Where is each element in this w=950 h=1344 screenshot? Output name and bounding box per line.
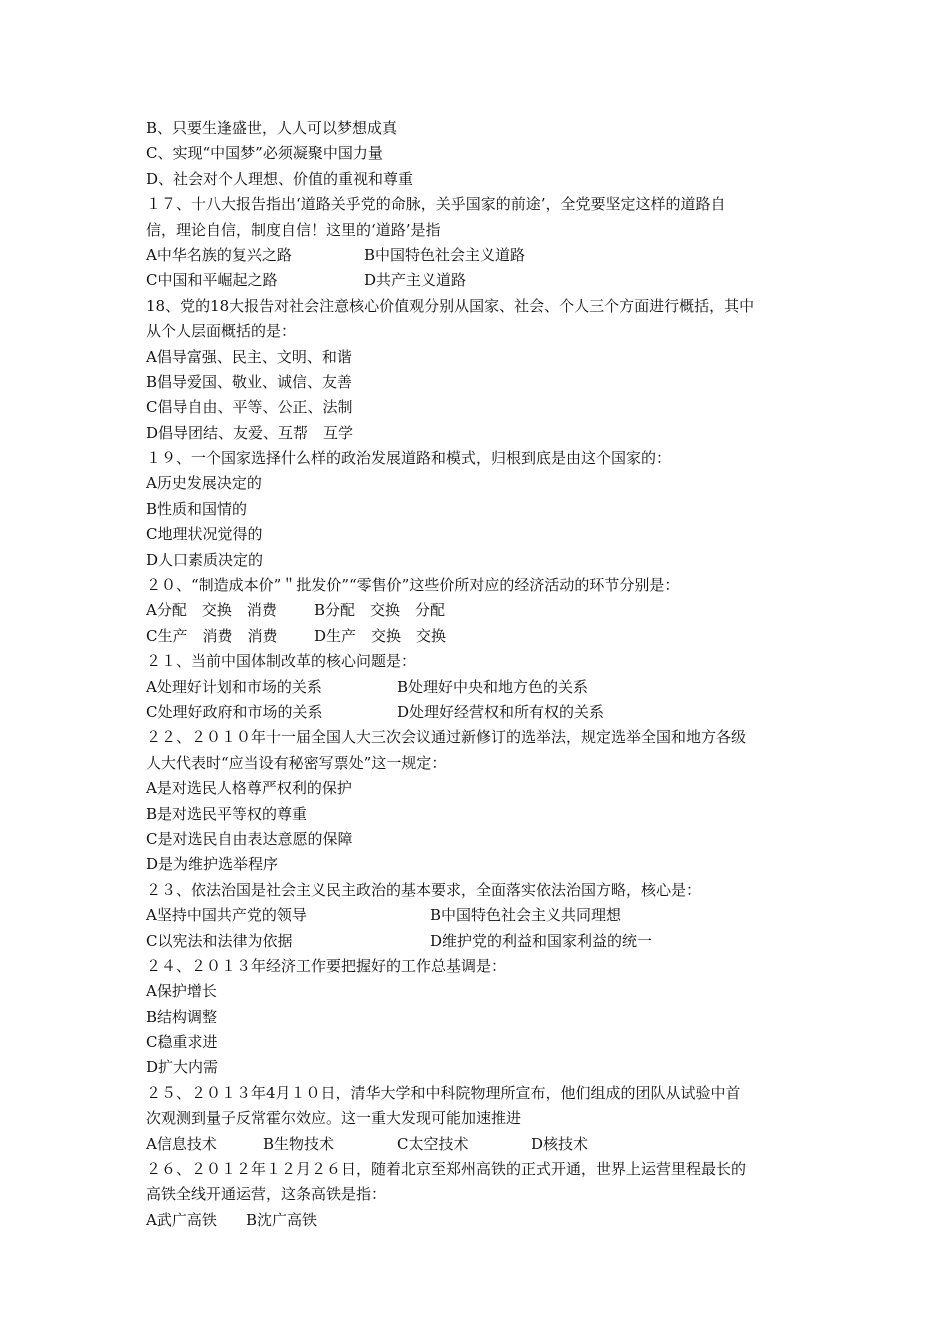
q21-option-a: A处理好计划和市场的关系 xyxy=(146,677,322,696)
q23-option-d: D维护党的利益和国家利益的统一 xyxy=(430,931,653,950)
q21-options-row-2 xyxy=(146,700,816,725)
document-body xyxy=(146,116,816,1233)
q22-option-d: D是为维护选举程序 xyxy=(146,855,279,874)
q26-stem-line-1: ２６、２０１２年１２月２６日，随着北京至郑州高铁的正式开通，世界上运营里程最长的 xyxy=(146,1160,747,1179)
q18-option-a: A倡导富强、民主、文明、和谐 xyxy=(146,347,352,366)
q24-option-d: D扩大内需 xyxy=(146,1058,219,1077)
q25-options-row xyxy=(146,1132,816,1157)
q22-option-a: A是对选民人格尊严权利的保护 xyxy=(146,779,352,798)
q20-option-b: B分配 交换 分配 xyxy=(314,601,446,620)
q21-options-row-1 xyxy=(146,675,816,700)
q23-option-b: B中国特色社会主义共同理想 xyxy=(430,906,622,925)
q22-stem-line-2: 人大代表时“应当设有秘密写票处”这一规定： xyxy=(146,753,447,772)
q18-option-d: D倡导团结、友爱、互帮 互学 xyxy=(146,423,354,442)
q16-option-d: D、社会对个人理想、价值的重视和尊重 xyxy=(146,169,414,188)
q26-options-row xyxy=(146,1208,816,1233)
q25-option-d: D核技术 xyxy=(531,1134,589,1153)
q24-stem: ２４、２０１３年经济工作要把握好的工作总基调是： xyxy=(146,956,507,975)
q25-option-b: B生物技术 xyxy=(263,1134,335,1153)
q17-option-a: A中华名族的复兴之路 xyxy=(146,245,292,264)
q21-option-c: C处理好政府和市场的关系 xyxy=(146,702,323,721)
q22-stem-line-1: ２２、２０１０年十一届全国人大三次会议通过新修订的选举法，规定选举全国和地方各级 xyxy=(146,728,747,747)
q23-options-row-2 xyxy=(146,929,816,954)
q18-option-c: C倡导自由、平等、公正、法制 xyxy=(146,398,353,417)
q17-stem-line-1: １７、十八大报告指出‘道路关乎党的命脉，关乎国家的前途’，全党要坚定这样的道路自 xyxy=(146,195,726,214)
q26-stem-line-2: 高铁全线开通运营，这条高铁是指： xyxy=(146,1185,387,1204)
q20-option-a: A分配 交换 消费 xyxy=(146,601,277,620)
q19-option-b: B性质和国情的 xyxy=(146,499,248,518)
q18-stem-line-1: 18、党的18大报告对社会注意核心价值观分别从国家、社会、个人三个方面进行概括，其中 xyxy=(146,296,755,315)
q19-option-d: D人口素质决定的 xyxy=(146,550,264,569)
q17-option-c: C中国和平崛起之路 xyxy=(146,271,278,290)
q25-option-c: C太空技术 xyxy=(397,1134,469,1153)
q17-options-row-2 xyxy=(146,268,816,293)
q24-option-c: C稳重求进 xyxy=(146,1033,218,1052)
q18-stem-line-2: 从个人层面概括的是： xyxy=(146,322,297,341)
q21-stem: ２１、当前中国体制改革的核心问题是： xyxy=(146,652,417,671)
q17-option-b: B中国特色社会主义道路 xyxy=(364,245,526,264)
q23-options-row-1 xyxy=(146,903,816,928)
q19-option-c: C地理状况觉得的 xyxy=(146,525,263,544)
q18-option-b: B倡导爱国、敬业、诚信、友善 xyxy=(146,372,353,391)
q25-stem-line-2: 次观测到量子反常霍尔效应。这一重大发现可能加速推进 xyxy=(146,1109,522,1128)
q19-option-a: A历史发展决定的 xyxy=(146,474,262,493)
q20-option-d: D生产 交换 交换 xyxy=(314,626,447,645)
q26-option-b: B沈广高铁 xyxy=(246,1210,318,1229)
q24-option-a: A保护增长 xyxy=(146,982,217,1001)
q17-option-d: D共产主义道路 xyxy=(364,271,467,290)
q21-option-d: D处理好经营权和所有权的关系 xyxy=(397,702,605,721)
q19-stem: １９、一个国家选择什么样的政治发展道路和模式，归根到底是由这个国家的： xyxy=(146,449,672,468)
q23-option-c: C以宪法和法律为依据 xyxy=(146,931,293,950)
q20-options-row-1 xyxy=(146,598,816,623)
q22-option-b: B是对选民平等权的尊重 xyxy=(146,804,308,823)
q25-stem-line-1: ２５、２０１３年4月１０日，清华大学和中科院物理所宣布，他们组成的团队从试验中首 xyxy=(146,1083,741,1102)
q25-option-a: A信息技术 xyxy=(146,1134,217,1153)
q20-stem: ２０、“制造成本价”＂批发价”“零售价”这些价所对应的经济活动的环节分别是： xyxy=(146,576,680,595)
q26-option-a: A武广高铁 xyxy=(146,1210,217,1229)
q16-option-b: B、只要生逢盛世，人人可以梦想成真 xyxy=(146,119,398,137)
q22-option-c: C是对选民自由表达意愿的保障 xyxy=(146,829,353,848)
q20-option-c: C生产 消费 消费 xyxy=(146,626,278,645)
q23-option-a: A坚持中国共产党的领导 xyxy=(146,906,307,925)
q17-stem-line-2: 信，理论自信，制度自信！这里的‘道路’是指 xyxy=(146,220,441,239)
q17-options-row-1 xyxy=(146,243,816,268)
q21-option-b: B处理好中央和地方色的关系 xyxy=(397,677,589,696)
q23-stem: ２３、依法治国是社会主义民主政治的基本要求，全面落实依法治国方略，核心是： xyxy=(146,880,702,899)
q16-option-c: C、实现“中国梦”必须凝聚中国力量 xyxy=(146,144,383,163)
q24-option-b: B结构调整 xyxy=(146,1007,218,1026)
q20-options-row-2 xyxy=(146,624,816,649)
